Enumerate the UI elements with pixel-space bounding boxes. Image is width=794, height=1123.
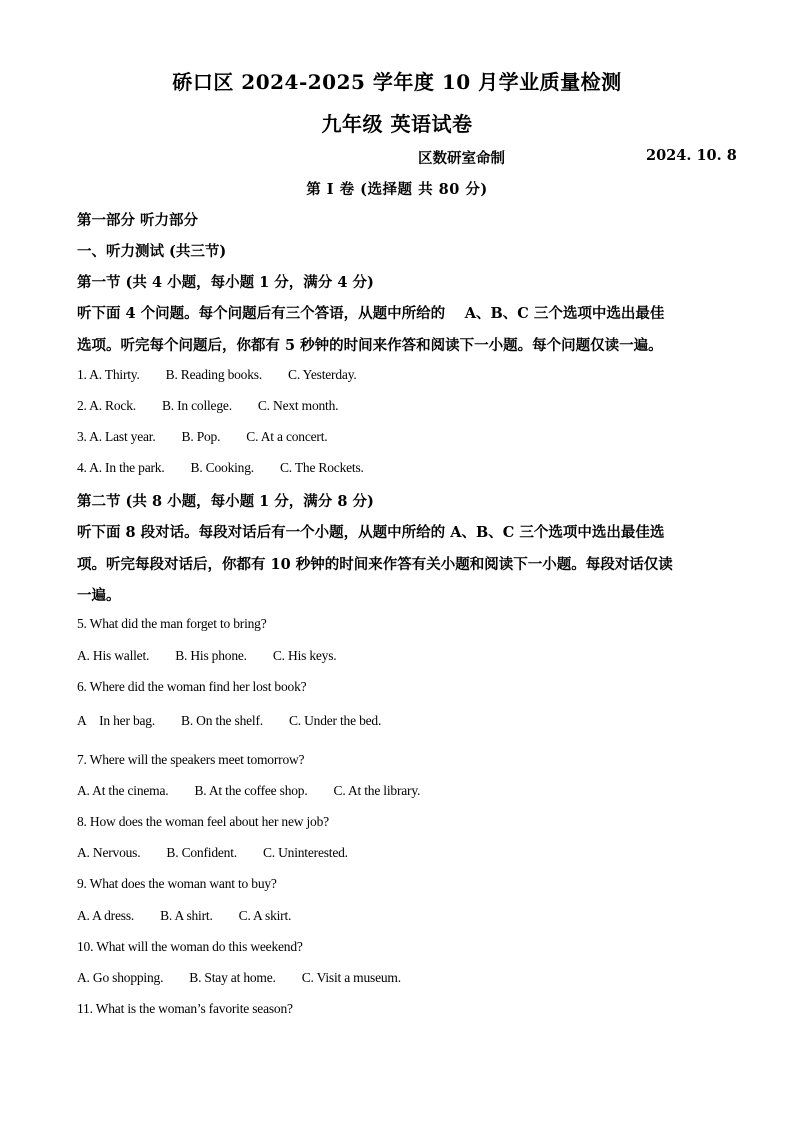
- exam-title: 硚口区 2024-2025 学年度 10 月学业质量检测: [172, 70, 622, 94]
- question-4: [77, 460, 364, 476]
- option-b: B. In college.: [161, 398, 232, 413]
- section2-heading: 第二节 (共 8 小题，每小题 1 分，满分 8 分): [77, 493, 374, 510]
- option-a: A. A dress.: [77, 908, 135, 923]
- question-10-options: [77, 970, 401, 986]
- option-c: C. Yesterday.: [288, 367, 357, 382]
- option-c: C. Uninterested.: [262, 845, 348, 860]
- section2-instruction-line-2: 项。听完每段对话后，你都有 10 秒钟的时间来作答有关小题和阅读下一小题。每段对话仅读: [77, 556, 673, 573]
- question-1: [77, 367, 357, 383]
- question-3: [77, 429, 327, 445]
- part1-subheading: 一、听力测试 (共三节): [77, 243, 227, 260]
- question-2: [77, 398, 338, 414]
- option-a: A In her bag.: [77, 713, 156, 728]
- option-a: A. Nervous.: [77, 845, 141, 860]
- option-c: C. Under the bed.: [288, 713, 382, 728]
- option-a: A. At the cinema.: [77, 783, 169, 798]
- option-c: C. At a concert.: [246, 429, 328, 444]
- question-6-stem: 6. Where did the woman find her lost book?: [77, 679, 307, 694]
- question-5-options: [77, 648, 336, 664]
- volume-heading: 第 I 卷 (选择题 共 80 分): [306, 181, 488, 198]
- question-9-stem: 9. What does the woman want to buy?: [77, 876, 277, 891]
- option-c: C. The Rockets.: [279, 460, 364, 475]
- option-c: C. Visit a museum.: [301, 970, 401, 985]
- section1-heading: 第一节 (共 4 小题，每小题 1 分，满分 4 分): [77, 274, 374, 291]
- option-b: B. At the coffee shop.: [194, 783, 308, 798]
- section2-instruction-line-3: 一遍。: [77, 587, 121, 604]
- section2-instruction-line-1: 听下面 8 段对话。每段对话后有一个小题，从题中所给的 A、B、C 三个选项中选出最佳选: [77, 524, 665, 541]
- question-10-stem: 10. What will the woman do this weekend?: [77, 939, 303, 954]
- section1-instruction-line-1: 听下面 4 个问题。每个问题后有三个答语，从题中所给的 A、B、C 三个选项中选出最佳: [77, 305, 665, 322]
- option-b: B. Stay at home.: [189, 970, 276, 985]
- question-9-options: [77, 908, 291, 924]
- option-b: B. Confident.: [166, 845, 237, 860]
- option-b: B. Reading books.: [165, 367, 263, 382]
- question-5-stem: 5. What did the man forget to bring?: [77, 616, 267, 631]
- option-c: C. Next month.: [257, 398, 339, 413]
- option-a: 1. A. Thirty.: [77, 367, 140, 382]
- option-b: B. Pop.: [181, 429, 221, 444]
- question-7-options: [77, 783, 420, 799]
- question-8-stem: 8. How does the woman feel about her new job?: [77, 814, 329, 829]
- exam-author: 区数研室命制: [418, 150, 505, 167]
- option-c: C. His keys.: [272, 648, 337, 663]
- part1-heading: 第一部分 听力部分: [77, 212, 199, 229]
- section1-instruction-line-2: 选项。听完每个问题后，你都有 5 秒钟的时间来作答和阅读下一小题。每个问题仅读一遍。: [77, 337, 663, 354]
- option-a: 3. A. Last year.: [77, 429, 156, 444]
- exam-subtitle: 九年级 英语试卷: [321, 112, 473, 136]
- question-11-stem: 11. What is the woman’s favorite season?: [77, 1001, 293, 1016]
- option-b: B. A shirt.: [160, 908, 213, 923]
- option-c: C. A skirt.: [238, 908, 292, 923]
- option-b: B. Cooking.: [190, 460, 254, 475]
- option-a: A. His wallet.: [77, 648, 150, 663]
- option-c: C. At the library.: [333, 783, 421, 798]
- question-8-options: [77, 845, 348, 861]
- question-7-stem: 7. Where will the speakers meet tomorrow?: [77, 752, 305, 767]
- exam-date: 2024. 10. 8: [646, 147, 737, 164]
- option-b: B. On the shelf.: [181, 713, 263, 728]
- option-a: A. Go shopping.: [77, 970, 164, 985]
- question-6-options: [77, 709, 381, 729]
- option-b: B. His phone.: [175, 648, 247, 663]
- option-a: 2. A. Rock.: [77, 398, 136, 413]
- option-a: 4. A. In the park.: [77, 460, 165, 475]
